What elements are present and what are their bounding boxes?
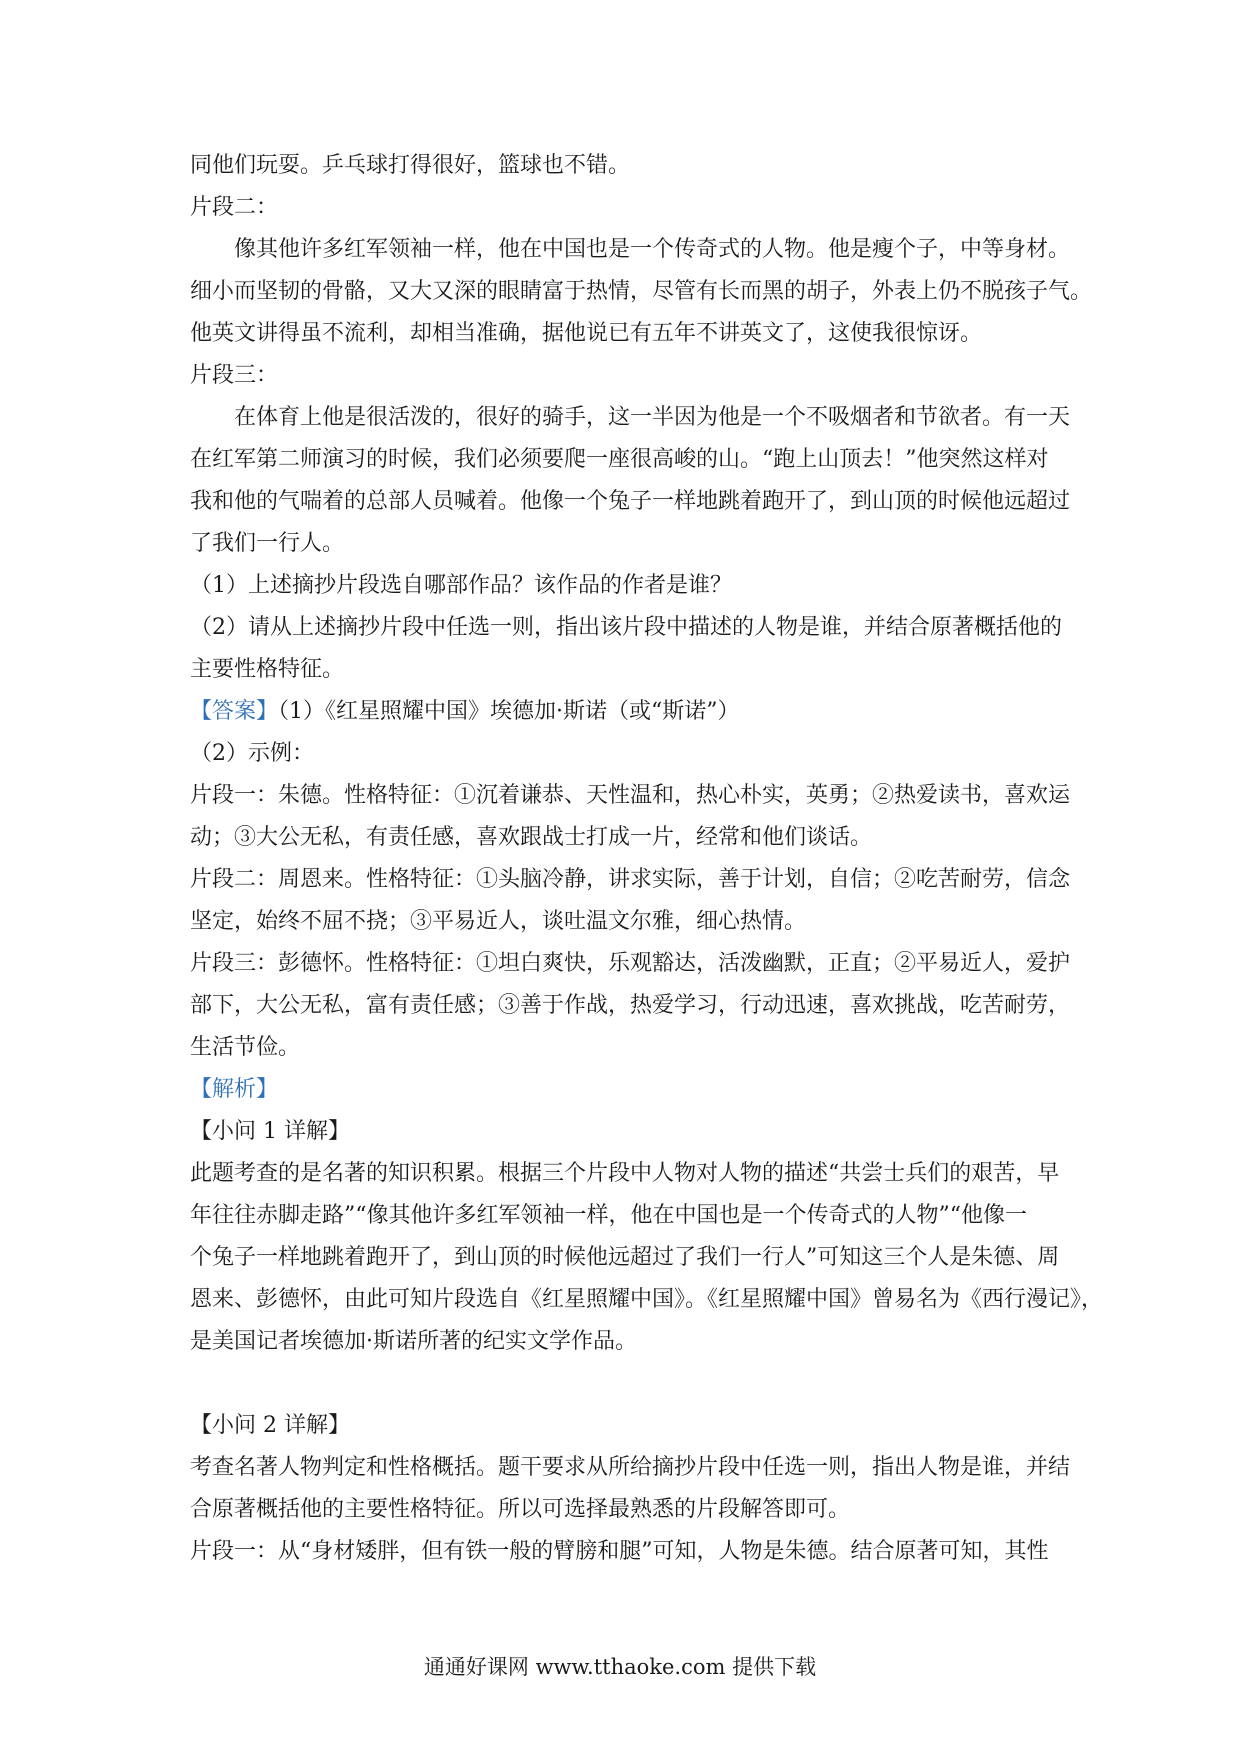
text-line: 在红军第二师演习的时候，我们必须要爬一座很高峻的山。“跑上山顶去！”他突然这样对: [190, 447, 1049, 472]
sub-question-1-heading: 【小问 1 详解】: [190, 1119, 350, 1144]
text-line: 细小而坚韧的骨骼，又大又深的眼睛富于热情，尽管有长而黑的胡子，外表上仍不脱孩子气。: [190, 279, 1093, 304]
text-line: 部下，大公无私，富有责任感；③善于作战，热爱学习，行动迅速，喜欢挑战，吃苦耐劳，: [190, 993, 1071, 1018]
text-line: 恩来、彭德怀，由此可知片段选自《红星照耀中国》。《红星照耀中国》曾易名为《西行漫记》，: [190, 1287, 1104, 1312]
answer-label: 【答案】: [190, 699, 279, 724]
analysis-label: 【解析】: [190, 1077, 279, 1102]
text-line: 坚定，始终不屈不挠；③平易近人，谈吐温文尔雅，细心热情。: [190, 909, 807, 934]
section-heading-fragment-3: 片段三：: [190, 363, 279, 388]
text-line: 同他们玩耍。乒乓球打得很好，篮球也不错。: [190, 153, 631, 178]
page-footer: 通通好课网 www.tthaoke.com 提供下载: [423, 1655, 817, 1679]
question-2: （2）请从上述摘抄片段中任选一则，指出该片段中描述的人物是谁，并结合原著概括他的: [190, 615, 1063, 640]
text-line: 片段一：朱德。性格特征：①沉着谦恭、天性温和，热心朴实，英勇；②热爱读书，喜欢运: [190, 783, 1071, 808]
text-line: 我和他的气喘着的总部人员喊着。他像一个兔子一样地跳着跑开了，到山顶的时候他远超过: [190, 489, 1071, 514]
text-line: 个兔子一样地跳着跑开了，到山顶的时候他远超过了我们一行人”可知这三个人是朱德、周: [190, 1245, 1060, 1270]
answer-text: （1）《红星照耀中国》埃德加·斯诺（或“斯诺”）: [278, 699, 740, 724]
text-line: 此题考查的是名著的知识积累。根据三个片段中人物对人物的描述“共尝士兵们的艰苦，早: [190, 1161, 1060, 1186]
text-line: 他英文讲得虽不流利，却相当准确，据他说已有五年不讲英文了，这使我很惊讶。: [190, 321, 983, 346]
text-line: （2）示例：: [190, 741, 314, 766]
text-line: 片段一：从“身材矮胖，但有铁一般的臂膀和腿”可知，人物是朱德。结合原著可知，其性: [190, 1539, 1049, 1564]
text-line: 考查名著人物判定和性格概括。题干要求从所给摘抄片段中任选一则，指出人物是谁，并结: [190, 1455, 1071, 1480]
text-line: 是美国记者埃德加·斯诺所著的纪实文学作品。: [190, 1329, 637, 1354]
text-line: 片段二：周恩来。性格特征：①头脑冷静，讲求实际，善于计划，自信；②吃苦耐劳，信念: [190, 867, 1071, 892]
text-line: 合原著概括他的主要性格特征。所以可选择最熟悉的片段解答即可。: [190, 1497, 851, 1522]
text-line: 生活节俭。: [190, 1035, 301, 1060]
sub-question-2-heading: 【小问 2 详解】: [190, 1413, 350, 1438]
section-heading-fragment-2: 片段二：: [190, 195, 279, 220]
text-line: 主要性格特征。: [190, 657, 345, 682]
text-line: 片段三：彭德怀。性格特征：①坦白爽快，乐观豁达，活泼幽默，正直；②平易近人，爱护: [190, 951, 1071, 976]
paragraph-gap: [190, 1363, 1060, 1405]
text-line: 了我们一行人。: [190, 531, 345, 556]
document-body: [190, 145, 1104, 1573]
text-line: 在体育上他是很活泼的，很好的骑手，这一半因为他是一个不吸烟者和节欲者。有一天: [234, 405, 1071, 430]
text-line: 动；③大公无私，有责任感，喜欢跟战士打成一片，经常和他们谈话。: [190, 825, 873, 850]
answer-line: [190, 691, 1060, 733]
text-line: 像其他许多红军领袖一样，他在中国也是一个传奇式的人物。他是瘦个子，中等身材。: [234, 237, 1071, 262]
question-1: （1）上述摘抄片段选自哪部作品？该作品的作者是谁？: [190, 573, 732, 598]
text-line: 年往往赤脚走路”“像其他许多红军领袖一样，他在中国也是一个传奇式的人物”“他像一: [190, 1203, 1027, 1228]
